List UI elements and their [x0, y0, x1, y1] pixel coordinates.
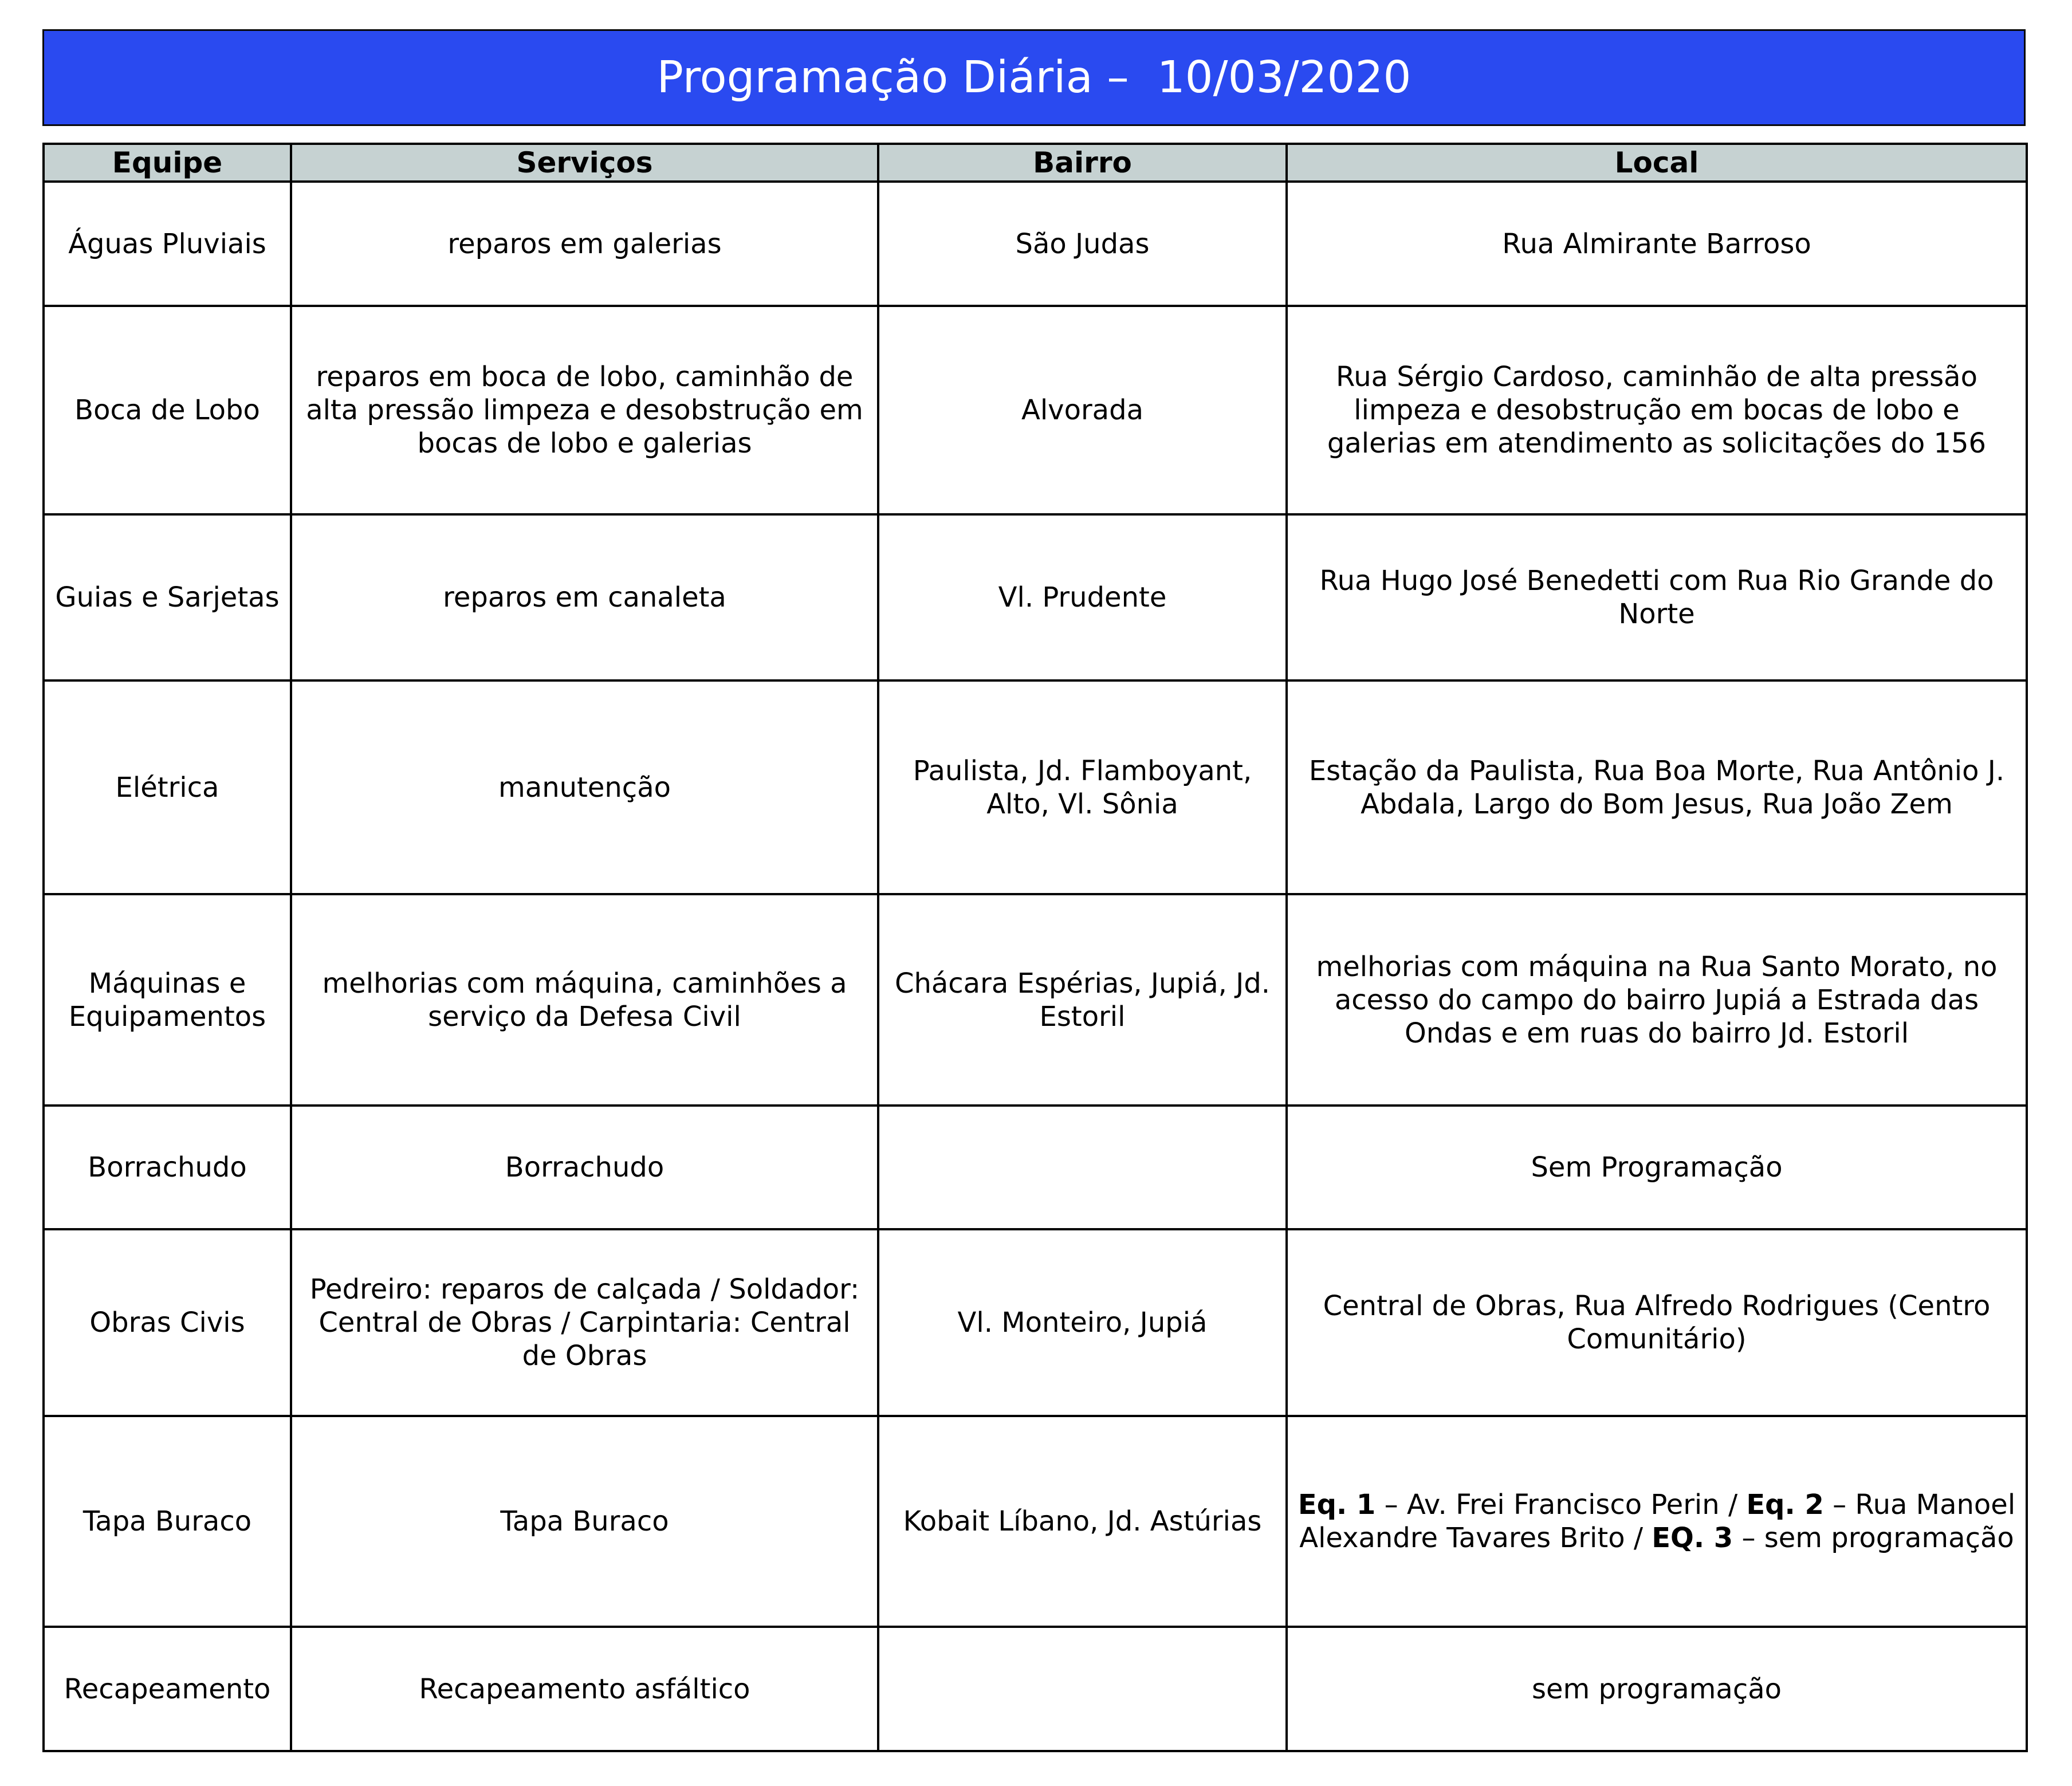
team-label-eq2: Eq. 2 — [1746, 1489, 1824, 1521]
cell-local — [1287, 1416, 2027, 1627]
column-header-equipe: Equipe — [44, 144, 291, 182]
cell-servicos: reparos em boca de lobo, caminhão de alta pressão limpeza e desobstrução em bocas de lobo e galerias — [291, 306, 878, 514]
table-row — [44, 1106, 2027, 1229]
table-row — [44, 894, 2027, 1106]
cell-bairro: Chácara Espérias, Jupiá, Jd. Estoril — [878, 894, 1287, 1106]
table-row — [44, 306, 2027, 514]
cell-equipe: Elétrica — [44, 680, 291, 894]
table-row — [44, 1229, 2027, 1416]
column-header-bairro: Bairro — [878, 144, 1287, 182]
cell-equipe: Águas Pluviais — [44, 182, 291, 306]
team-text-eq1: – Av. Frei Francisco Perin / — [1375, 1489, 1747, 1521]
cell-local: sem programação — [1287, 1627, 2027, 1751]
schedule-table — [42, 143, 2028, 1752]
table-row — [44, 1416, 2027, 1627]
cell-bairro: Vl. Prudente — [878, 514, 1287, 680]
cell-servicos: Borrachudo — [291, 1106, 878, 1229]
cell-servicos: Recapeamento asfáltico — [291, 1627, 878, 1751]
table-row — [44, 182, 2027, 306]
cell-bairro: Paulista, Jd. Flamboyant, Alto, Vl. Sônia — [878, 680, 1287, 894]
table-row — [44, 680, 2027, 894]
cell-servicos: melhorias com máquina, caminhões a serviço da Defesa Civil — [291, 894, 878, 1106]
cell-equipe: Tapa Buraco — [44, 1416, 291, 1627]
cell-equipe: Boca de Lobo — [44, 306, 291, 514]
cell-servicos: Pedreiro: reparos de calçada / Soldador: Central de Obras / Carpintaria: Central de Obras — [291, 1229, 878, 1416]
cell-bairro — [878, 1627, 1287, 1751]
cell-equipe: Recapeamento — [44, 1627, 291, 1751]
cell-servicos: reparos em galerias — [291, 182, 878, 306]
table-row — [44, 514, 2027, 680]
column-header-servicos: Serviços — [291, 144, 878, 182]
page-title: Programação Diária – 10/03/2020 — [42, 29, 2026, 126]
team-text-eq2: – Rua Manoel Alexandre Tavares Brito / — [1299, 1489, 2016, 1554]
team-text-eq3: – sem programação — [1733, 1522, 2014, 1554]
cell-equipe: Obras Civis — [44, 1229, 291, 1416]
cell-servicos: manutenção — [291, 680, 878, 894]
cell-equipe: Borrachudo — [44, 1106, 291, 1229]
cell-bairro: Alvorada — [878, 306, 1287, 514]
team-label-eq1: Eq. 1 — [1298, 1489, 1376, 1521]
cell-local: Estação da Paulista, Rua Boa Morte, Rua Antônio J. Abdala, Largo do Bom Jesus, Rua João Zem — [1287, 680, 2027, 894]
cell-bairro: Vl. Monteiro, Jupiá — [878, 1229, 1287, 1416]
cell-servicos: reparos em canaleta — [291, 514, 878, 680]
cell-bairro — [878, 1106, 1287, 1229]
cell-servicos: Tapa Buraco — [291, 1416, 878, 1627]
cell-bairro: Kobait Líbano, Jd. Astúrias — [878, 1416, 1287, 1627]
table-header-row — [44, 144, 2027, 182]
cell-local: Rua Hugo José Benedetti com Rua Rio Grande do Norte — [1287, 514, 2027, 680]
cell-local: Central de Obras, Rua Alfredo Rodrigues (Centro Comunitário) — [1287, 1229, 2027, 1416]
cell-local: Sem Programação — [1287, 1106, 2027, 1229]
cell-bairro: São Judas — [878, 182, 1287, 306]
team-label-eq3: EQ. 3 — [1652, 1522, 1733, 1554]
table-row — [44, 1627, 2027, 1751]
cell-equipe: Guias e Sarjetas — [44, 514, 291, 680]
cell-equipe: Máquinas e Equipamentos — [44, 894, 291, 1106]
cell-local: melhorias com máquina na Rua Santo Morato, no acesso do campo do bairro Jupiá a Estrada das Ondas e em ruas do bairro Jd. Estoril — [1287, 894, 2027, 1106]
cell-local: Rua Sérgio Cardoso, caminhão de alta pressão limpeza e desobstrução em bocas de lobo e galerias em atendimento as solicitações do 156 — [1287, 306, 2027, 514]
cell-local: Rua Almirante Barroso — [1287, 182, 2027, 306]
column-header-local: Local — [1287, 144, 2027, 182]
